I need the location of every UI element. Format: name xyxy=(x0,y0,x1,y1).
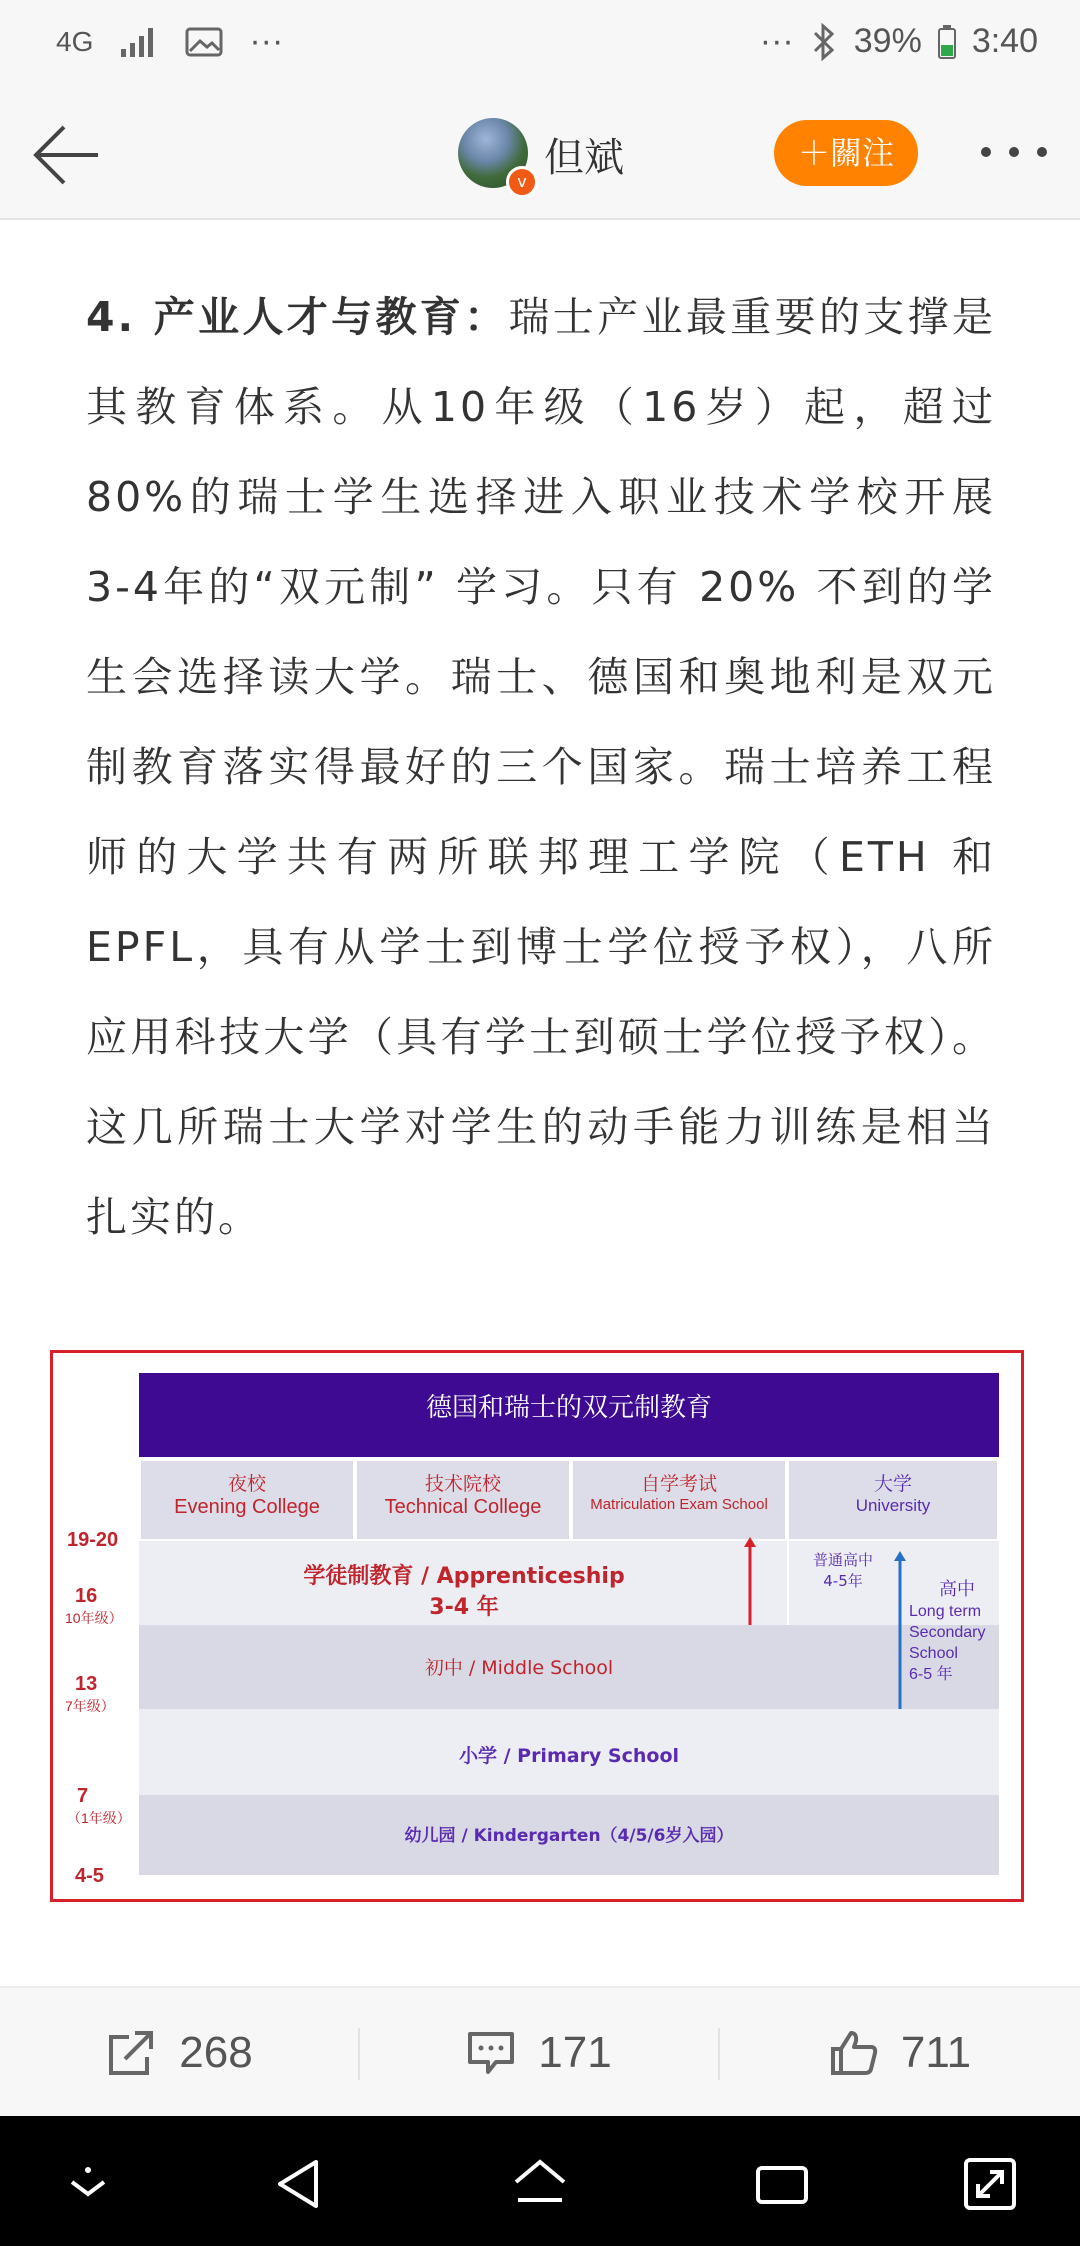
primary-school-label: 小学 / Primary School xyxy=(458,1745,680,1767)
gallery-icon xyxy=(185,26,223,58)
middle-school-label: 初中 / Middle School xyxy=(424,1657,614,1679)
technical-college-cell xyxy=(355,1459,571,1541)
thumbs-up-icon xyxy=(829,2029,879,2077)
share-icon xyxy=(105,2029,157,2077)
apprenticeship-arrow-icon xyxy=(743,1535,757,1629)
article-body xyxy=(86,272,996,1262)
apprenticeship-line2: 3-4 年 xyxy=(429,1595,499,1620)
long-term-line4: 6-5 年 xyxy=(909,1666,953,1683)
matriculation-exam-en: Matriculation Exam School xyxy=(590,1496,768,1513)
kindergarten-label: 幼儿园 / Kindergarten（4/5/6岁入园） xyxy=(404,1826,734,1846)
nav-home-icon[interactable] xyxy=(510,2154,570,2214)
nav-back-icon[interactable] xyxy=(270,2154,330,2214)
action-bar xyxy=(0,1986,1080,2118)
system-nav-bar xyxy=(0,2116,1080,2246)
app-header xyxy=(0,92,1080,220)
section-text: 瑞士产业最重要的支撑是其教育体系。从10年级（16岁）起，超过80%的瑞士学生选择进入职业技术学校开展 3-4年的“双元制” 学习。只有 20% 不到的学生会选择读大学。瑞士、德国和奥地利是双元制教育落实得最好的三个国家。瑞士培养工程师的大学共有两所联邦理工学院（ETH 和 EPFL，具有从学士到博士学位授予权），八所应用科技大学（具有学士到硕士学位授予权）。这几所瑞士大学对学生的动手能力训练是相当扎实的。 xyxy=(86,293,996,1241)
status-more-right: ··· xyxy=(759,22,794,60)
username[interactable]: 但斌 xyxy=(544,135,624,181)
university-cell xyxy=(787,1459,999,1541)
comment-icon xyxy=(466,2030,516,2076)
matriculation-exam-cell xyxy=(571,1459,787,1541)
university-en: University xyxy=(855,1496,931,1515)
status-more-left: ··· xyxy=(249,22,284,60)
general-high-label xyxy=(793,1549,893,1591)
age-19-20: 19-20 xyxy=(67,1529,119,1551)
follow-button[interactable]: ＋關注 xyxy=(774,120,918,186)
back-arrow-icon[interactable] xyxy=(28,117,104,193)
band-divider xyxy=(787,1541,789,1625)
apprenticeship-label xyxy=(139,1559,789,1621)
comment-count: 171 xyxy=(538,2028,612,2077)
figure-title: 德国和瑞士的双元制教育 xyxy=(139,1373,999,1457)
age-4-5: 4-5 xyxy=(75,1865,104,1887)
long-term-line2: Secondary xyxy=(909,1624,986,1641)
matriculation-exam-cn: 自学考试 xyxy=(640,1473,717,1495)
clock: 3:40 xyxy=(971,22,1038,60)
repost-count: 268 xyxy=(179,2028,253,2077)
battery-percent: 39% xyxy=(853,22,922,60)
nav-recents-icon[interactable] xyxy=(752,2154,812,2214)
bluetooth-icon xyxy=(810,23,838,61)
age-16: 16 10年级） xyxy=(65,1585,123,1626)
network-type: 4G xyxy=(56,25,94,57)
dual-education-figure[interactable] xyxy=(50,1350,1024,1902)
general-high-line2: 4-5年 xyxy=(823,1572,863,1590)
technical-college-cn: 技术院校 xyxy=(424,1473,501,1495)
section-heading: 4. 产业人才与教育： xyxy=(86,293,509,341)
long-term-label xyxy=(909,1575,1005,1685)
verified-badge-icon: v xyxy=(506,166,538,198)
age-13: 13 7年级） xyxy=(65,1673,115,1714)
long-term-arrow-icon xyxy=(893,1549,907,1713)
general-high-line1: 普通高中 xyxy=(812,1551,873,1569)
hide-keyboard-icon[interactable] xyxy=(58,2154,118,2214)
repost-button[interactable] xyxy=(0,1988,358,2118)
evening-college-cell xyxy=(139,1459,355,1541)
signal-icon xyxy=(119,25,159,59)
like-button[interactable] xyxy=(720,1988,1080,2118)
age-7: 7 （1年级） xyxy=(67,1785,131,1826)
battery-icon xyxy=(938,25,956,59)
evening-college-en: Evening College xyxy=(174,1496,320,1518)
nav-expand-icon[interactable] xyxy=(960,2154,1020,2214)
evening-college-cn: 夜校 xyxy=(227,1473,266,1495)
more-options-icon[interactable] xyxy=(976,132,1052,172)
university-cn: 大学 xyxy=(873,1473,912,1495)
long-term-cn: 高中 xyxy=(939,1579,975,1600)
apprenticeship-line1: 学徒制教育 / Apprenticeship xyxy=(303,1564,625,1589)
like-count: 711 xyxy=(900,2028,972,2077)
long-term-line1: Long term xyxy=(909,1603,982,1620)
comment-button[interactable] xyxy=(360,1988,718,2118)
long-term-line3: School xyxy=(909,1645,958,1662)
status-bar xyxy=(0,0,1080,92)
technical-college-en: Technical College xyxy=(384,1496,542,1518)
